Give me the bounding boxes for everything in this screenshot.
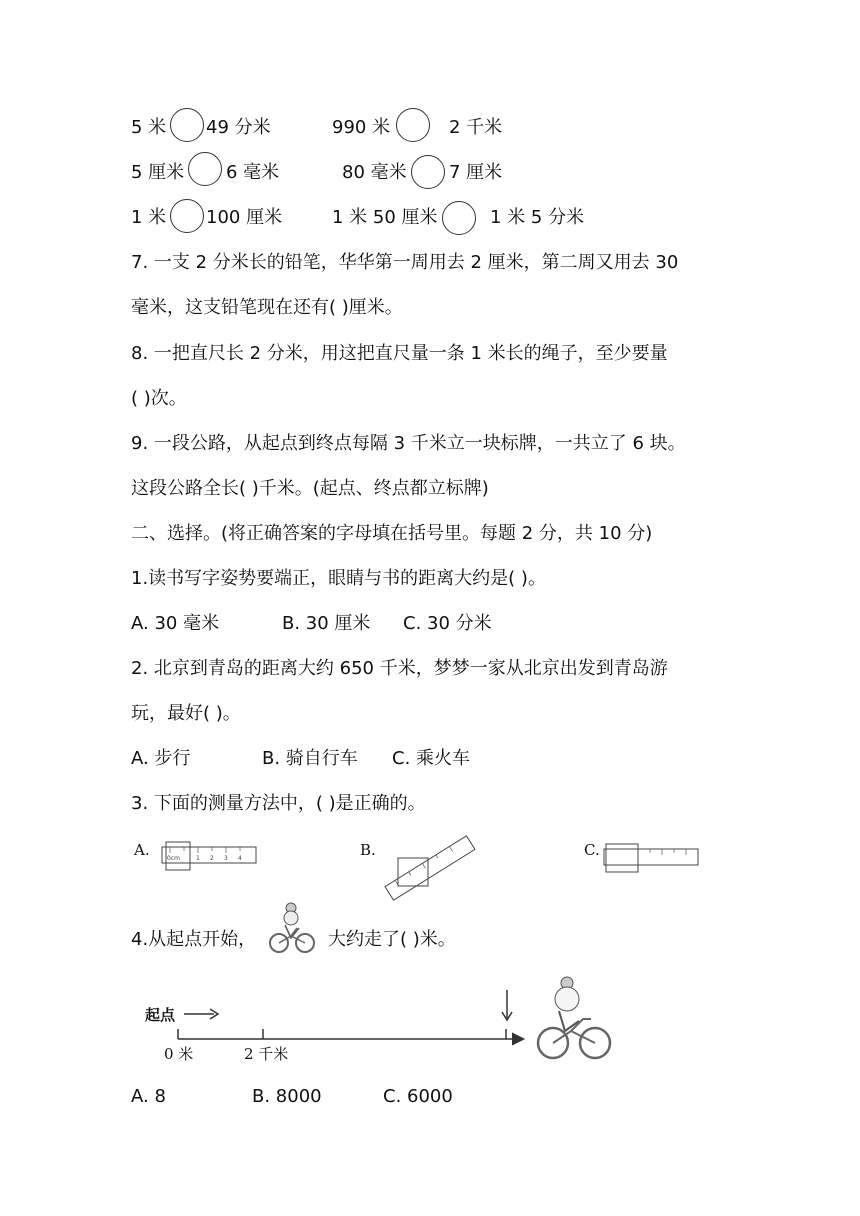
- number-line: [170, 1025, 530, 1055]
- choice-4-option-c[interactable]: C. 6000: [383, 1086, 453, 1107]
- compare-circle-input[interactable]: [442, 201, 476, 235]
- down-arrow-marker: [500, 988, 514, 1022]
- question-9-line2: 这段公路全长( )千米。(起点、终点都立标牌): [131, 478, 489, 499]
- choice-4-option-a[interactable]: A. 8: [131, 1086, 166, 1107]
- choice-1-option-a[interactable]: A. 30 毫米: [131, 613, 220, 634]
- choice-3-label-c: C.: [584, 841, 600, 859]
- question-7-line2: 毫米，这支铅笔现在还有( )厘米。: [131, 297, 403, 318]
- ruler-tick-label: 0cm: [167, 855, 180, 862]
- choice-2-option-a[interactable]: A. 步行: [131, 748, 191, 769]
- ruler-b-picture: [380, 830, 480, 905]
- compare-row-2-left: 5 厘米: [131, 162, 185, 183]
- compare-row-1-right: 990 米: [332, 117, 391, 138]
- ruler-tick-label: 3: [224, 855, 228, 862]
- compare-row-1-left-after: 49 分米: [206, 117, 271, 138]
- compare-row-2-right: 80 毫米: [342, 162, 407, 183]
- tick-label-0: 0 米: [164, 1045, 194, 1063]
- compare-row-3-left-after: 100 厘米: [206, 207, 283, 228]
- compare-circle-input[interactable]: [188, 152, 222, 186]
- choice-2-line2: 玩，最好( )。: [131, 703, 241, 724]
- compare-circle-input[interactable]: [170, 199, 204, 233]
- choice-3-label-b: B.: [360, 841, 376, 859]
- question-7-line1: 7. 一支 2 分米长的铅笔，华华第一周用去 2 厘米，第二周又用去 30: [131, 252, 679, 273]
- girl-on-bike-small-picture: [267, 898, 317, 956]
- start-label: 起点: [145, 1006, 176, 1024]
- ruler-tick-label: 1: [196, 855, 200, 862]
- compare-row-3-right: 1 米 50 厘米: [332, 207, 438, 228]
- tick-label-2km: 2 千米: [244, 1045, 289, 1063]
- choice-4-option-b[interactable]: B. 8000: [252, 1086, 322, 1107]
- ruler-tick-label: 2: [210, 855, 214, 862]
- compare-row-1-right-after: 2 千米: [449, 117, 503, 138]
- choice-1-option-b[interactable]: B. 30 厘米: [282, 613, 371, 634]
- section-2-title: 二、选择。(将正确答案的字母填在括号里。每题 2 分，共 10 分): [131, 523, 653, 544]
- question-8-line1: 8. 一把直尺长 2 分米，用这把直尺量一条 1 米长的绳子，至少要量: [131, 343, 668, 364]
- choice-2-option-c[interactable]: C. 乘火车: [392, 748, 471, 769]
- choice-1-question: 1.读书写字姿势要端正，眼睛与书的距离大约是( )。: [131, 568, 546, 589]
- girl-on-bike-picture: [535, 975, 615, 1065]
- choice-2-option-b[interactable]: B. 骑自行车: [262, 748, 358, 769]
- ruler-tick-label: 4: [238, 855, 242, 862]
- compare-row-3-right-after: 1 米 5 分米: [490, 207, 585, 228]
- choice-4-question-start: 4.从起点开始，: [131, 929, 257, 950]
- compare-circle-input[interactable]: [170, 108, 204, 142]
- ruler-c-picture: [602, 840, 702, 880]
- choice-4-question-end: 大约走了( )米。: [328, 929, 456, 950]
- compare-row-2-right-after: 7 厘米: [449, 162, 503, 183]
- compare-row-2-left-after: 6 毫米: [226, 162, 280, 183]
- compare-left-value: 5 米: [131, 117, 167, 138]
- choice-3-label-a: A.: [134, 841, 150, 859]
- compare-row-1-left: [131, 116, 166, 140]
- start-arrow: [182, 1007, 222, 1021]
- question-9-line1: 9. 一段公路，从起点到终点每隔 3 千米立一块标牌，一共立了 6 块。: [131, 433, 686, 454]
- ruler-a-picture: [160, 838, 260, 878]
- compare-row-3-left: 1 米: [131, 207, 167, 228]
- choice-1-option-c[interactable]: C. 30 分米: [403, 613, 492, 634]
- compare-circle-input[interactable]: [411, 155, 445, 189]
- question-8-line2: ( )次。: [131, 388, 187, 409]
- compare-circle-input[interactable]: [396, 108, 430, 142]
- choice-2-line1: 2. 北京到青岛的距离大约 650 千米，梦梦一家从北京出发到青岛游: [131, 658, 668, 679]
- choice-3-question: 3. 下面的测量方法中，( )是正确的。: [131, 793, 426, 814]
